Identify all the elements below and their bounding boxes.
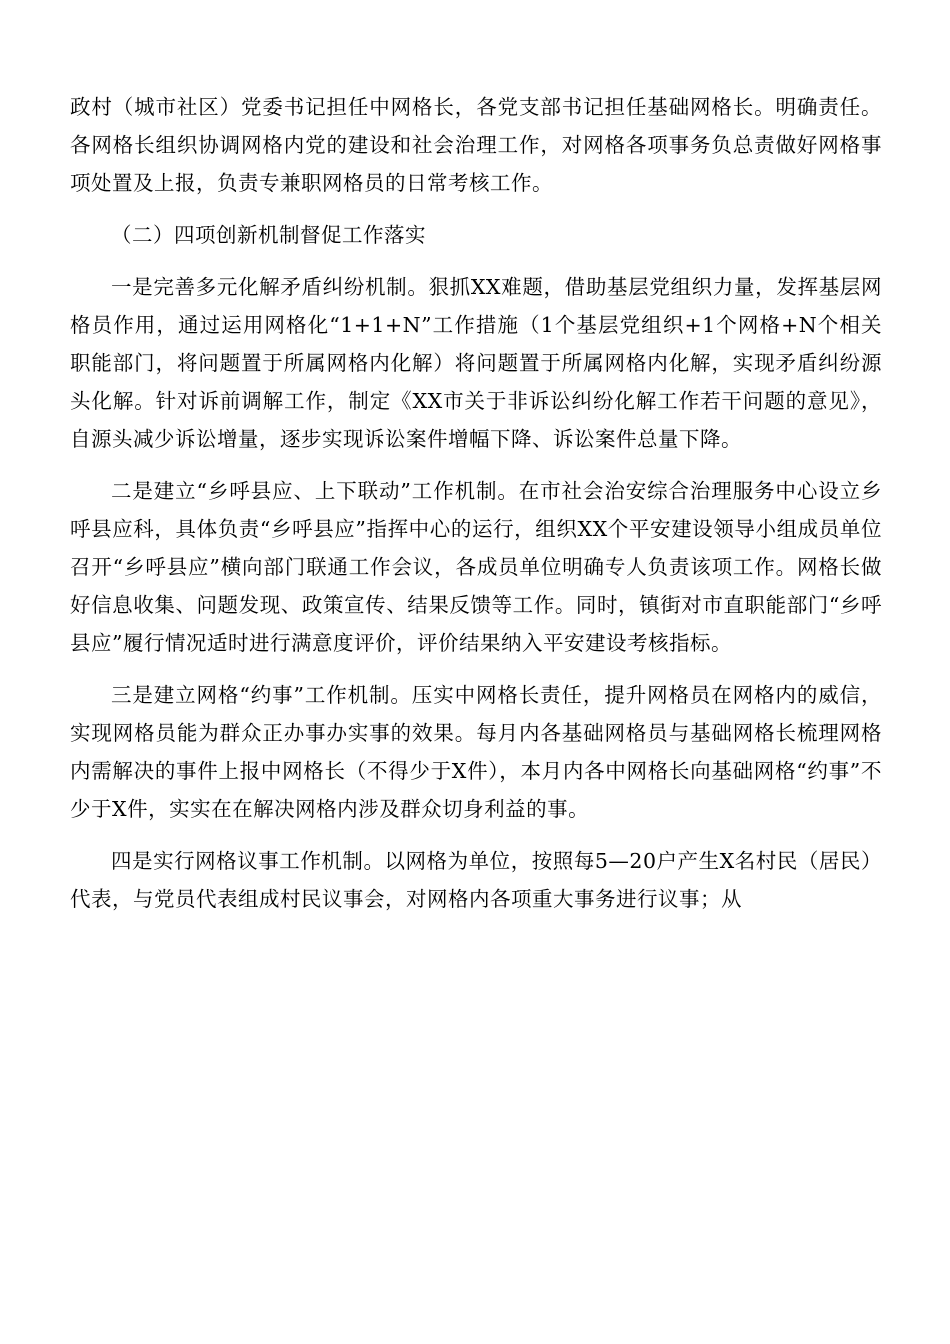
document-page xyxy=(70,88,882,918)
paragraph-township-county-linkage: 二是建立“乡呼县应、上下联动”工作机制。在市社会治安综合治理服务中心设立乡呼县应科，具体负责“乡呼县应”指挥中心的运行，组织XX个平安建设领导小组成员单位召开“乡呼县应”横向部门联通工作会议，各成员单位明确专人负责该项工作。网格长做好信息收集、问题发现、政策宣传、结果反馈等工作。同时，镇街对市直职能部门“乡呼县应”履行情况适时进行满意度评价，评价结果纳入平安建设考核指标。 xyxy=(70,479,882,655)
paragraph-grid-deliberation: 四是实行网格议事工作机制。以网格为单位，按照每5—20户产生X名村民（居民）代表，与党员代表组成村民议事会，对网格内各项重大事务进行议事；从 xyxy=(70,849,882,911)
paragraph-dispute-resolution: 一是完善多元化解矛盾纠纷机制。狠抓XX难题，借助基层党组织力量，发挥基层网格员作用，通过运用网格化“1+1+N”工作措施（1个基层党组织+1个网格+N个相关职能部门，将问题置于所属网格内化解）将问题置于所属网格内化解，实现矛盾纠纷源头化解。针对诉前调解工作，制定《XX市关于非诉讼纠纷化解工作若干问题的意见》，自源头减少诉讼增量，逐步实现诉讼案件增幅下降、诉讼案件总量下降。 xyxy=(70,275,882,451)
paragraph-grid-appointment: 三是建立网格“约事”工作机制。压实中网格长责任，提升网格员在网格内的威信，实现网格员能为群众正办事办实事的效果。每月内各基础网格员与基础网格长梳理网格内需解决的事件上报中网格长（不得少于X件），本月内各中网格长向基础网格“约事”不少于X件，实实在在解决网格内涉及群众切身利益的事。 xyxy=(70,683,882,821)
section-heading-four-mechanisms: （二）四项创新机制督促工作落实 xyxy=(111,223,426,247)
paragraph-grid-leader-duties: 政村（城市社区）党委书记担任中网格长，各党支部书记担任基础网格长。明确责任。各网格长组织协调网格内党的建设和社会治理工作，对网格各项事务负总责做好网格事项处置及上报，负责专兼职网格员的日常考核工作。 xyxy=(70,95,882,195)
